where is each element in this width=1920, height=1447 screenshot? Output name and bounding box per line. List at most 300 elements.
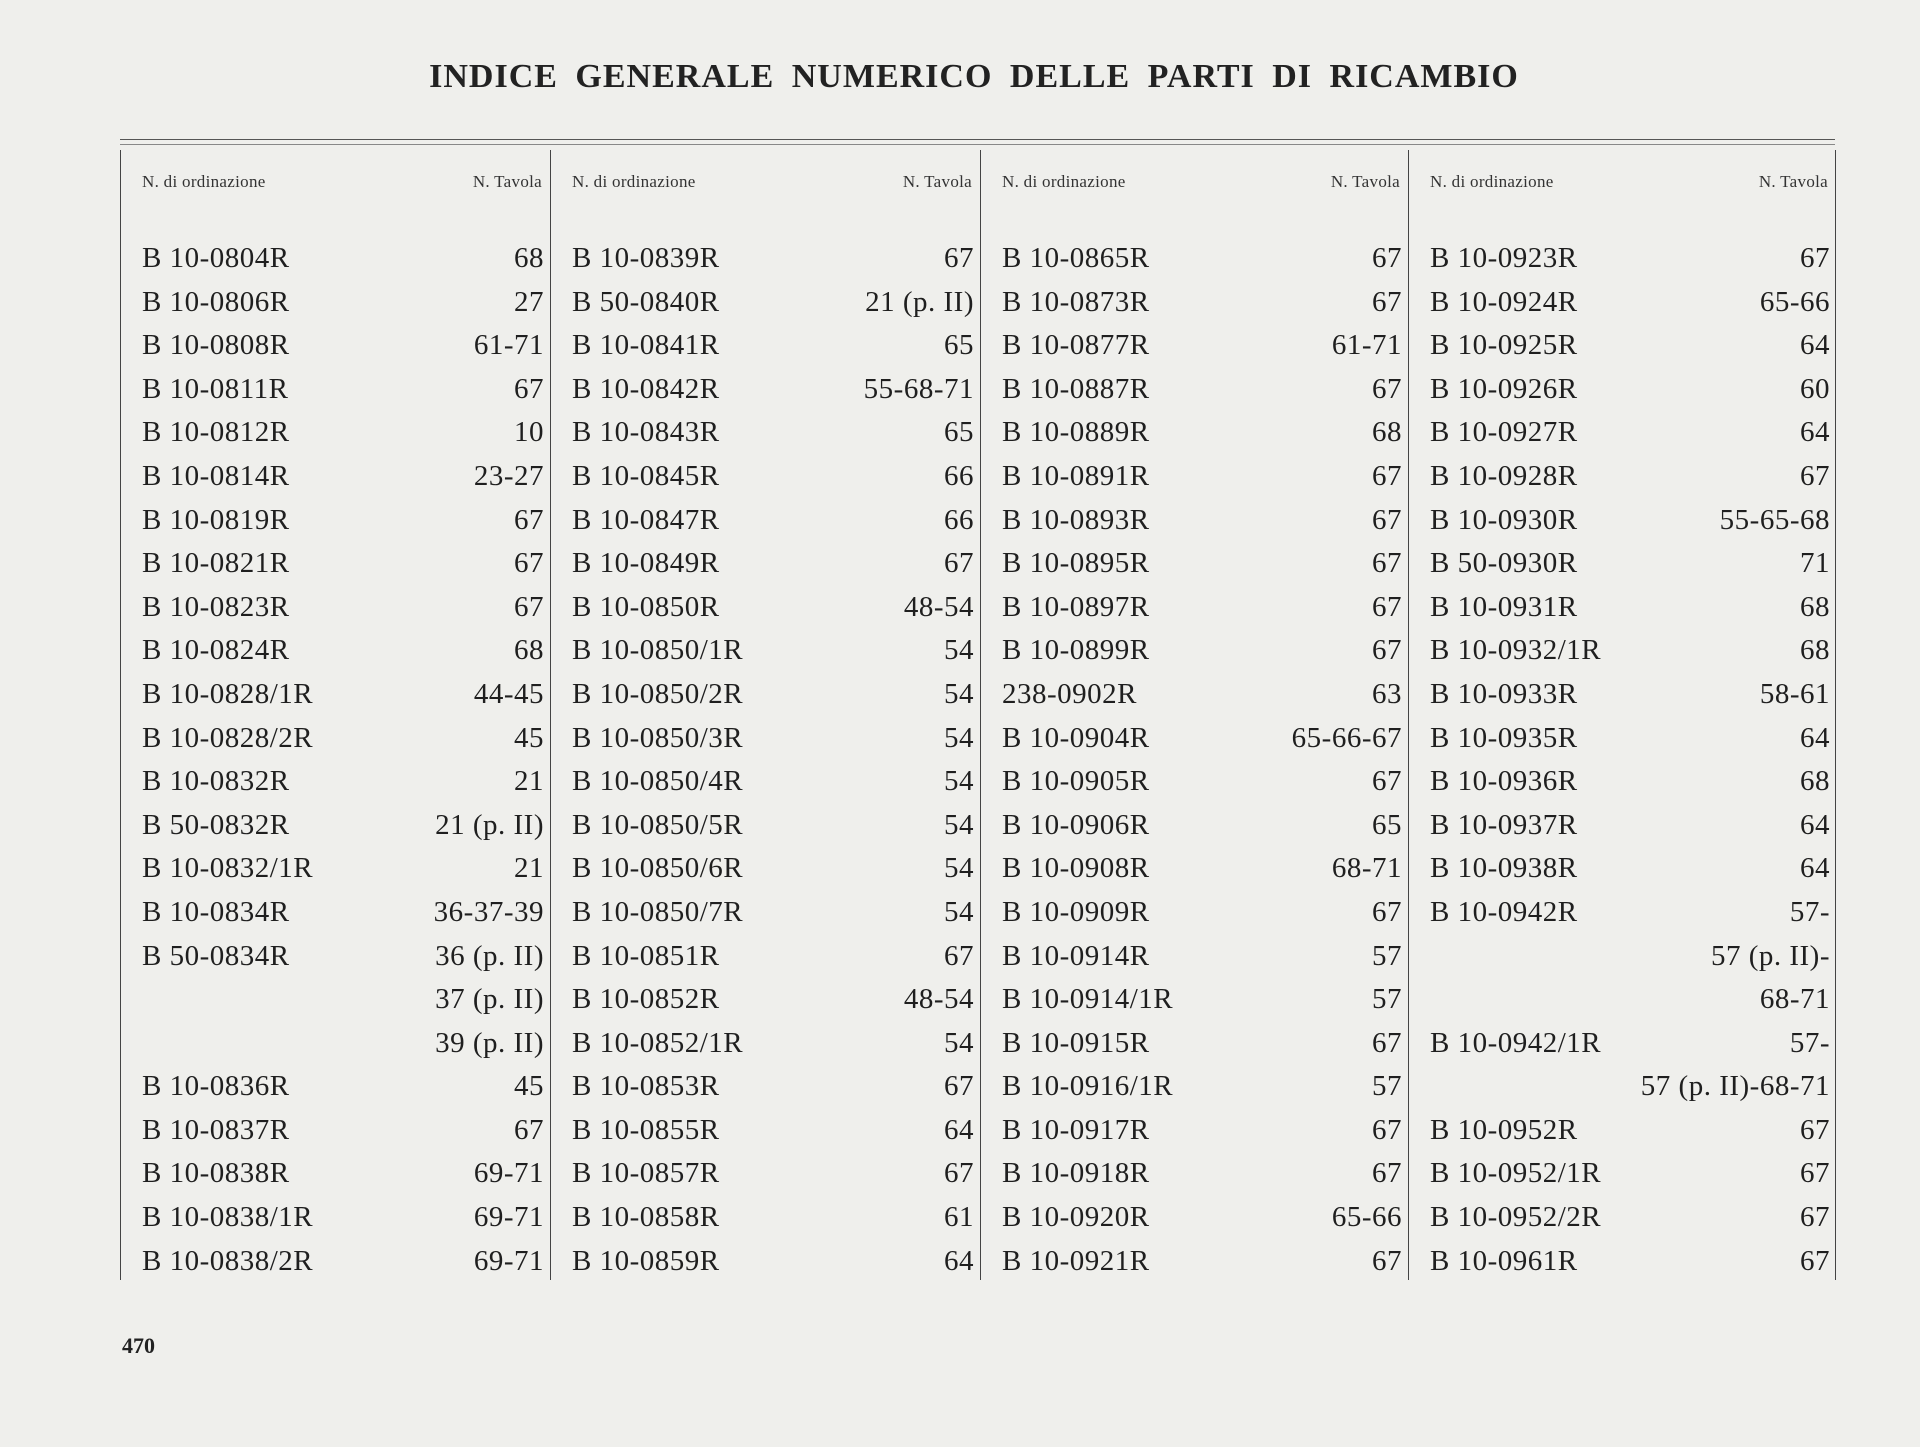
table-number: 61-71 [1331, 329, 1402, 362]
column-divider [550, 150, 551, 1280]
index-row [572, 1109, 974, 1153]
table-number: 57 [1372, 1070, 1402, 1103]
index-row [142, 717, 544, 761]
order-number: B 10-0821R [142, 547, 290, 580]
page-number: 470 [122, 1333, 155, 1358]
index-row [1002, 324, 1402, 368]
order-number: B 10-0850/1R [572, 634, 744, 667]
order-number: B 50-0840R [572, 285, 720, 318]
index-row [1430, 1196, 1830, 1240]
index-row [572, 978, 974, 1022]
order-number: B 10-0931R [1430, 590, 1578, 623]
table-number: 60 [1800, 372, 1830, 405]
index-row [572, 629, 974, 673]
order-number: B 10-0847R [572, 503, 720, 536]
header-order-number: N. di ordinazione [572, 172, 696, 191]
table-number: 54 [944, 895, 974, 928]
table-number: 45 [514, 721, 544, 754]
table-number: 68 [1800, 765, 1830, 798]
header-table-number: N. Tavola [1330, 172, 1400, 191]
table-number: 54 [944, 1026, 974, 1059]
top-rule-secondary [120, 144, 1835, 145]
table-number: 67 [1372, 895, 1402, 928]
index-row [142, 586, 544, 630]
header-order-number: N. di ordinazione [142, 172, 266, 191]
index-row [572, 281, 974, 325]
order-number: B 10-0891R [1002, 459, 1150, 492]
index-row [1430, 1152, 1830, 1196]
order-number: B 10-0887R [1002, 372, 1150, 405]
table-number: 67 [514, 1113, 544, 1146]
index-row [142, 499, 544, 543]
table-number: 67 [1372, 547, 1402, 580]
table-number: 44-45 [473, 677, 544, 710]
table-number: 57 (p. II)- [1710, 939, 1830, 972]
order-number: B 10-0804R [142, 242, 290, 274]
index-row [142, 1196, 544, 1240]
order-number: B 10-0920R [1002, 1201, 1150, 1234]
index-row [572, 1065, 974, 1109]
table-number: 54 [944, 808, 974, 841]
index-row [1430, 804, 1830, 848]
index-row [142, 935, 544, 979]
order-number: B 10-0961R [1430, 1244, 1578, 1277]
table-number: 67 [1372, 1157, 1402, 1190]
index-row [1002, 1065, 1402, 1109]
order-number: B 10-0834R [142, 895, 290, 928]
header-order-number: N. di ordinazione [1002, 172, 1126, 191]
order-number: B 10-0850R [572, 590, 720, 623]
header-order-number: N. di ordinazione [1430, 172, 1554, 191]
index-row [1430, 1065, 1830, 1109]
table-number: 21 (p. II) [435, 808, 544, 841]
order-number: B 10-0889R [1002, 416, 1150, 449]
table-number: 67 [1372, 459, 1402, 492]
index-row [1002, 1152, 1402, 1196]
index-row [142, 237, 544, 281]
index-row [1002, 1109, 1402, 1153]
index-row [1002, 455, 1402, 499]
table-number: 64 [944, 1244, 974, 1277]
table-number: 67 [1372, 242, 1402, 274]
table-number: 64 [1800, 329, 1830, 362]
order-number: B 10-0917R [1002, 1113, 1150, 1146]
table-number: 71 [1800, 547, 1830, 580]
table-number: 23-27 [473, 459, 544, 492]
order-number: B 10-0828/2R [142, 721, 314, 754]
index-row [1430, 673, 1830, 717]
table-number: 54 [944, 721, 974, 754]
index-row [572, 499, 974, 543]
index-row [1002, 673, 1402, 717]
column-rows [1430, 237, 1830, 1283]
table-number: 67 [1372, 634, 1402, 667]
column-header [1430, 172, 1828, 192]
index-row [142, 1240, 544, 1284]
order-number: B 10-0853R [572, 1070, 720, 1103]
table-number: 37 (p. II) [435, 983, 544, 1016]
header-table-number: N. Tavola [472, 172, 542, 191]
order-number: B 50-0832R [142, 808, 290, 841]
table-number: 68-71 [1331, 852, 1402, 885]
order-number: B 10-0811R [142, 372, 289, 405]
table-number: 65-66 [1331, 1201, 1402, 1234]
table-number: 67 [1800, 459, 1830, 492]
table-number: 67 [514, 590, 544, 623]
table-number: 67 [514, 372, 544, 405]
index-row [1430, 499, 1830, 543]
order-number: B 10-0823R [142, 590, 290, 623]
index-row [142, 629, 544, 673]
table-number: 21 (p. II) [865, 285, 974, 318]
table-number: 69-71 [473, 1244, 544, 1277]
index-row [1430, 935, 1830, 979]
table-number: 61-71 [473, 329, 544, 362]
order-number: B 10-0928R [1430, 459, 1578, 492]
order-number: B 10-0858R [572, 1201, 720, 1234]
table-number: 55-65-68 [1719, 503, 1830, 536]
order-number: B 10-0918R [1002, 1157, 1150, 1190]
index-row [1430, 629, 1830, 673]
order-number: B 10-0897R [1002, 590, 1150, 623]
column-divider-right [1835, 150, 1836, 1280]
table-number: 69-71 [473, 1201, 544, 1234]
table-number: 67 [1800, 1244, 1830, 1277]
order-number: B 10-0852R [572, 983, 720, 1016]
table-number: 10 [514, 416, 544, 449]
index-row [1430, 1109, 1830, 1153]
index-row [1430, 760, 1830, 804]
index-row [142, 1109, 544, 1153]
table-number: 65-66-67 [1291, 721, 1402, 754]
table-number: 67 [944, 547, 974, 580]
index-row [572, 324, 974, 368]
column-divider [980, 150, 981, 1280]
table-number: 68 [514, 242, 544, 274]
table-number: 67 [1800, 1157, 1830, 1190]
index-row [1002, 891, 1402, 935]
index-row [1430, 1240, 1830, 1284]
top-rule [120, 139, 1835, 140]
table-number: 57 [1372, 983, 1402, 1016]
table-number: 54 [944, 852, 974, 885]
column-rows [142, 237, 544, 1283]
order-number: B 10-0850/7R [572, 895, 744, 928]
order-number: B 10-0865R [1002, 242, 1150, 274]
column-rows [572, 237, 974, 1283]
table-number: 64 [1800, 416, 1830, 449]
index-row [1430, 847, 1830, 891]
order-number: B 10-0930R [1430, 503, 1578, 536]
table-number: 64 [1800, 721, 1830, 754]
index-row [572, 586, 974, 630]
index-row [572, 847, 974, 891]
order-number: B 10-0837R [142, 1113, 290, 1146]
page-title: INDICE GENERALE NUMERICO DELLE PARTI DI RICAMBIO [429, 58, 1519, 95]
index-row [572, 935, 974, 979]
index-row [572, 717, 974, 761]
table-number: 67 [1372, 503, 1402, 536]
column-header [572, 172, 972, 192]
index-row [1002, 629, 1402, 673]
order-number: B 10-0895R [1002, 547, 1150, 580]
table-number: 57 (p. II)-68-71 [1640, 1070, 1830, 1103]
index-row [142, 1022, 544, 1066]
table-number: 61 [944, 1201, 974, 1234]
column-header [142, 172, 542, 192]
index-row [142, 804, 544, 848]
table-number: 36 (p. II) [435, 939, 544, 972]
order-number: B 10-0942/1R [1430, 1026, 1602, 1059]
index-row [142, 281, 544, 325]
table-number: 48-54 [903, 983, 974, 1016]
index-row [1002, 717, 1402, 761]
order-number: B 10-0851R [572, 939, 720, 972]
index-row [572, 891, 974, 935]
order-number: B 10-0937R [1430, 808, 1578, 841]
index-column-2 [550, 150, 980, 1280]
order-number: B 10-0942R [1430, 895, 1578, 928]
table-number: 67 [944, 939, 974, 972]
table-number: 69-71 [473, 1157, 544, 1190]
order-number: B 10-0938R [1430, 852, 1578, 885]
table-number: 67 [1372, 285, 1402, 318]
index-row [142, 847, 544, 891]
order-number: B 10-0850/5R [572, 808, 744, 841]
index-row [572, 673, 974, 717]
order-number: B 10-0852/1R [572, 1026, 744, 1059]
table-number: 67 [1800, 1201, 1830, 1234]
index-row [1430, 717, 1830, 761]
table-number: 48-54 [903, 590, 974, 623]
table-number: 67 [1372, 1244, 1402, 1277]
table-number: 55-68-71 [863, 372, 974, 405]
order-number: B 10-0845R [572, 459, 720, 492]
index-row [572, 1240, 974, 1284]
index-row [142, 978, 544, 1022]
table-number: 68 [1372, 416, 1402, 449]
order-number: B 10-0915R [1002, 1026, 1150, 1059]
order-number: B 10-0908R [1002, 852, 1150, 885]
order-number: B 10-0904R [1002, 721, 1150, 754]
order-number: B 10-0838/1R [142, 1201, 314, 1234]
table-number: 67 [1372, 1026, 1402, 1059]
index-row [1430, 586, 1830, 630]
index-column-1 [120, 150, 550, 1280]
order-number: B 10-0921R [1002, 1244, 1150, 1277]
table-number: 67 [514, 503, 544, 536]
order-number: B 10-0905R [1002, 765, 1150, 798]
column-rows [1002, 237, 1402, 1283]
column-divider [1408, 150, 1409, 1280]
index-row [572, 1022, 974, 1066]
table-number: 67 [1372, 372, 1402, 405]
column-divider [120, 150, 121, 1280]
order-number: B 10-0933R [1430, 677, 1578, 710]
index-row [1430, 978, 1830, 1022]
table-number: 45 [514, 1070, 544, 1103]
table-number: 67 [514, 547, 544, 580]
table-number: 54 [944, 677, 974, 710]
index-row [1002, 1196, 1402, 1240]
index-row [572, 1196, 974, 1240]
order-number: B 10-0828/1R [142, 677, 314, 710]
table-number: 65 [944, 416, 974, 449]
order-number: B 10-0850/4R [572, 765, 744, 798]
order-number: B 10-0850/6R [572, 852, 744, 885]
order-number: B 10-0838/2R [142, 1244, 314, 1277]
index-row [1002, 847, 1402, 891]
order-number: B 10-0824R [142, 634, 290, 667]
index-row [572, 237, 974, 281]
table-number: 67 [1372, 590, 1402, 623]
table-number: 64 [1800, 852, 1830, 885]
table-number: 67 [944, 1070, 974, 1103]
index-row [572, 760, 974, 804]
order-number: B 10-0808R [142, 329, 290, 362]
table-number: 67 [1372, 1113, 1402, 1146]
index-row [1430, 455, 1830, 499]
table-number: 54 [944, 765, 974, 798]
order-number: B 10-0850/2R [572, 677, 744, 710]
index-row [142, 368, 544, 412]
order-number: B 50-0834R [142, 939, 290, 972]
table-number: 67 [944, 242, 974, 274]
index-row [1430, 891, 1830, 935]
index-row [1002, 542, 1402, 586]
table-number: 57- [1789, 1026, 1830, 1059]
order-number: B 10-0952/2R [1430, 1201, 1602, 1234]
table-number: 65-66 [1759, 285, 1830, 318]
order-number: B 10-0819R [142, 503, 290, 536]
table-number: 67 [1800, 1113, 1830, 1146]
order-number: B 10-0836R [142, 1070, 290, 1103]
order-number: B 10-0927R [1430, 416, 1578, 449]
order-number: B 10-0916/1R [1002, 1070, 1174, 1103]
order-number: B 10-0842R [572, 372, 720, 405]
order-number: B 10-0899R [1002, 634, 1150, 667]
table-number: 57- [1789, 895, 1830, 928]
header-table-number: N. Tavola [1758, 172, 1828, 191]
order-number: B 50-0930R [1430, 547, 1578, 580]
order-number: 238-0902R [1002, 677, 1137, 710]
index-row [1430, 281, 1830, 325]
order-number: B 10-0932/1R [1430, 634, 1602, 667]
index-row [1002, 1240, 1402, 1284]
order-number: B 10-0936R [1430, 765, 1578, 798]
index-row [142, 542, 544, 586]
order-number: B 10-0814R [142, 459, 290, 492]
table-number: 67 [944, 1157, 974, 1190]
index-row [142, 411, 544, 455]
order-number: B 10-0935R [1430, 721, 1578, 754]
order-number: B 10-0952/1R [1430, 1157, 1602, 1190]
table-number: 64 [1800, 808, 1830, 841]
order-number: B 10-0855R [572, 1113, 720, 1146]
order-number: B 10-0812R [142, 416, 290, 449]
order-number: B 10-0924R [1430, 285, 1578, 318]
index-row [142, 891, 544, 935]
table-number: 58-61 [1759, 677, 1830, 710]
order-number: B 10-0952R [1430, 1113, 1578, 1146]
index-row [142, 1152, 544, 1196]
index-row [1430, 1022, 1830, 1066]
index-row [1430, 324, 1830, 368]
index-row [572, 542, 974, 586]
index-row [572, 455, 974, 499]
index-row [142, 324, 544, 368]
order-number: B 10-0859R [572, 1244, 720, 1277]
table-number: 64 [944, 1113, 974, 1146]
table-number: 68 [1800, 634, 1830, 667]
index-row [1430, 542, 1830, 586]
order-number: B 10-0923R [1430, 242, 1578, 274]
header-table-number: N. Tavola [902, 172, 972, 191]
table-number: 21 [514, 852, 544, 885]
table-number: 68 [514, 634, 544, 667]
order-number: B 10-0909R [1002, 895, 1150, 928]
index-row [572, 804, 974, 848]
table-number: 68-71 [1759, 983, 1830, 1016]
index-row [572, 368, 974, 412]
column-header [1002, 172, 1400, 192]
index-row [142, 673, 544, 717]
index-row [572, 411, 974, 455]
table-number: 65 [944, 329, 974, 362]
index-row [142, 455, 544, 499]
table-number: 63 [1372, 677, 1402, 710]
order-number: B 10-0806R [142, 285, 290, 318]
table-number: 36-37-39 [433, 895, 544, 928]
table-number: 57 [1372, 939, 1402, 972]
index-column-3 [980, 150, 1408, 1280]
index-row [1002, 1022, 1402, 1066]
index-row [572, 1152, 974, 1196]
table-number: 39 (p. II) [435, 1026, 544, 1059]
table-number: 67 [1800, 242, 1830, 274]
index-row [1430, 411, 1830, 455]
order-number: B 10-0914/1R [1002, 983, 1174, 1016]
order-number: B 10-0849R [572, 547, 720, 580]
index-row [142, 760, 544, 804]
order-number: B 10-0914R [1002, 939, 1150, 972]
order-number: B 10-0877R [1002, 329, 1150, 362]
order-number: B 10-0926R [1430, 372, 1578, 405]
index-row [1002, 281, 1402, 325]
order-number: B 10-0925R [1430, 329, 1578, 362]
index-row [1002, 804, 1402, 848]
order-number: B 10-0873R [1002, 285, 1150, 318]
table-number: 66 [944, 459, 974, 492]
table-number: 67 [1372, 765, 1402, 798]
order-number: B 10-0850/3R [572, 721, 744, 754]
table-number: 54 [944, 634, 974, 667]
table-number: 68 [1800, 590, 1830, 623]
index-row [1002, 978, 1402, 1022]
index-row [1430, 237, 1830, 281]
order-number: B 10-0906R [1002, 808, 1150, 841]
index-column-4 [1408, 150, 1836, 1280]
index-row [1002, 411, 1402, 455]
index-row [1002, 935, 1402, 979]
table-number: 66 [944, 503, 974, 536]
index-row [1002, 368, 1402, 412]
order-number: B 10-0832R [142, 765, 290, 798]
order-number: B 10-0839R [572, 242, 720, 274]
order-number: B 10-0857R [572, 1157, 720, 1190]
order-number: B 10-0832/1R [142, 852, 314, 885]
table-number: 65 [1372, 808, 1402, 841]
